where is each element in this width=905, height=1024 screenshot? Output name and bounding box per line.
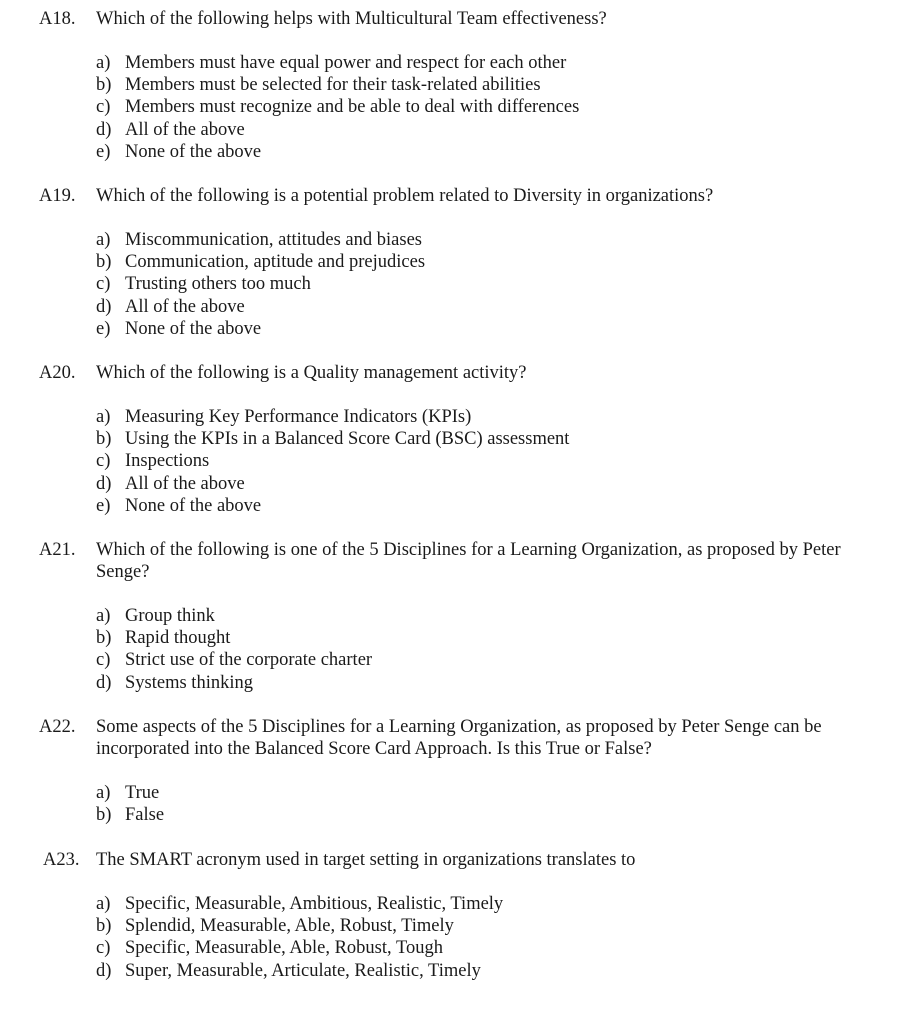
- option-list: [96, 605, 372, 694]
- option-item: [96, 649, 372, 671]
- option-item: [96, 52, 579, 74]
- option-text: Trusting others too much: [125, 274, 311, 295]
- option-item: [96, 937, 503, 959]
- option-letter: e): [96, 318, 111, 339]
- option-letter: a): [96, 230, 111, 250]
- option-item: [96, 96, 579, 118]
- option-list: [96, 782, 164, 826]
- option-list: [96, 229, 425, 340]
- option-letter: d): [96, 296, 112, 317]
- option-letter: b): [96, 252, 112, 273]
- question-text: Some aspects of the 5 Disciplines for a Learning Organization, as proposed by Peter Senge can be incorporated into the Balanced Score Card Approach. Is this True or False?: [96, 717, 822, 759]
- option-text: Specific, Measurable, Able, Robust, Tough: [125, 938, 443, 959]
- option-letter: a): [96, 894, 111, 914]
- option-letter: a): [96, 606, 111, 626]
- option-item: [96, 915, 503, 937]
- option-item: [96, 672, 372, 694]
- option-text: Using the KPIs in a Balanced Score Card (BSC) assessment: [125, 429, 570, 450]
- option-text: Inspections: [125, 451, 210, 472]
- question-text: Which of the following is a Quality management activity?: [96, 363, 527, 383]
- question-text: Which of the following is one of the 5 Disciplines for a Learning Organization, as proposed by Peter Senge?: [96, 540, 841, 582]
- option-letter: e): [96, 495, 111, 516]
- option-text: Members must recognize and be able to deal with differences: [125, 97, 580, 118]
- option-text: All of the above: [125, 119, 245, 140]
- option-letter: b): [96, 628, 112, 649]
- option-text: Group think: [125, 606, 215, 626]
- option-letter: b): [96, 75, 112, 96]
- question-text: The SMART acronym used in target setting in organizations translates to: [96, 850, 636, 870]
- option-text: Super, Measurable, Articulate, Realistic, Timely: [125, 960, 481, 981]
- option-text: True: [125, 783, 160, 803]
- option-text: None of the above: [125, 495, 262, 516]
- option-item: [96, 251, 425, 273]
- option-letter: c): [96, 451, 111, 472]
- question-number: A20.: [39, 363, 76, 383]
- option-item: [96, 428, 569, 450]
- option-list: [96, 893, 503, 982]
- question-number: A21.: [39, 540, 76, 560]
- option-list: [96, 406, 569, 517]
- option-text: Specific, Measurable, Ambitious, Realistic, Timely: [125, 894, 504, 914]
- question-number: A23.: [43, 850, 80, 870]
- question-text: Which of the following is a potential problem related to Diversity in organizations?: [96, 186, 714, 206]
- option-letter: a): [96, 53, 111, 73]
- option-text: All of the above: [125, 296, 245, 317]
- option-text: Measuring Key Performance Indicators (KPIs): [125, 407, 472, 427]
- option-letter: d): [96, 119, 112, 140]
- option-item: [96, 473, 569, 495]
- option-text: Miscommunication, attitudes and biases: [125, 230, 422, 250]
- option-text: False: [125, 805, 165, 826]
- option-text: Members must be selected for their task-related abilities: [125, 75, 541, 96]
- option-text: All of the above: [125, 473, 245, 494]
- option-letter: e): [96, 141, 111, 162]
- option-item: [96, 273, 425, 295]
- option-letter: d): [96, 672, 112, 693]
- option-item: [96, 605, 372, 627]
- option-item: [96, 782, 164, 804]
- option-text: Strict use of the corporate charter: [125, 650, 373, 671]
- question-number: A22.: [39, 717, 76, 737]
- option-item: [96, 406, 569, 428]
- option-item: [96, 318, 425, 340]
- option-item: [96, 804, 164, 826]
- option-text: Rapid thought: [125, 628, 231, 649]
- option-item: [96, 893, 503, 915]
- option-letter: b): [96, 429, 112, 450]
- option-letter: c): [96, 650, 111, 671]
- option-text: None of the above: [125, 141, 262, 162]
- option-text: None of the above: [125, 318, 262, 339]
- question-number: A18.: [39, 9, 76, 29]
- option-letter: d): [96, 960, 112, 981]
- option-letter: c): [96, 938, 111, 959]
- option-item: [96, 119, 579, 141]
- option-letter: a): [96, 407, 111, 427]
- option-item: [96, 296, 425, 318]
- option-letter: c): [96, 274, 111, 295]
- option-item: [96, 141, 579, 163]
- option-item: [96, 495, 569, 517]
- option-item: [96, 960, 503, 982]
- option-letter: b): [96, 805, 112, 826]
- option-item: [96, 450, 569, 472]
- option-list: [96, 52, 579, 163]
- question-number: A19.: [39, 186, 76, 206]
- option-text: Members must have equal power and respect for each other: [125, 53, 567, 73]
- option-item: [96, 229, 425, 251]
- option-item: [96, 627, 372, 649]
- option-letter: b): [96, 916, 112, 937]
- option-text: Splendid, Measurable, Able, Robust, Timely: [125, 916, 454, 937]
- option-text: Communication, aptitude and prejudices: [125, 252, 426, 273]
- option-item: [96, 74, 579, 96]
- question-text: Which of the following helps with Multicultural Team effectiveness?: [96, 9, 607, 29]
- option-text: Systems thinking: [125, 672, 253, 693]
- option-letter: c): [96, 97, 111, 118]
- option-letter: d): [96, 473, 112, 494]
- option-letter: a): [96, 783, 111, 803]
